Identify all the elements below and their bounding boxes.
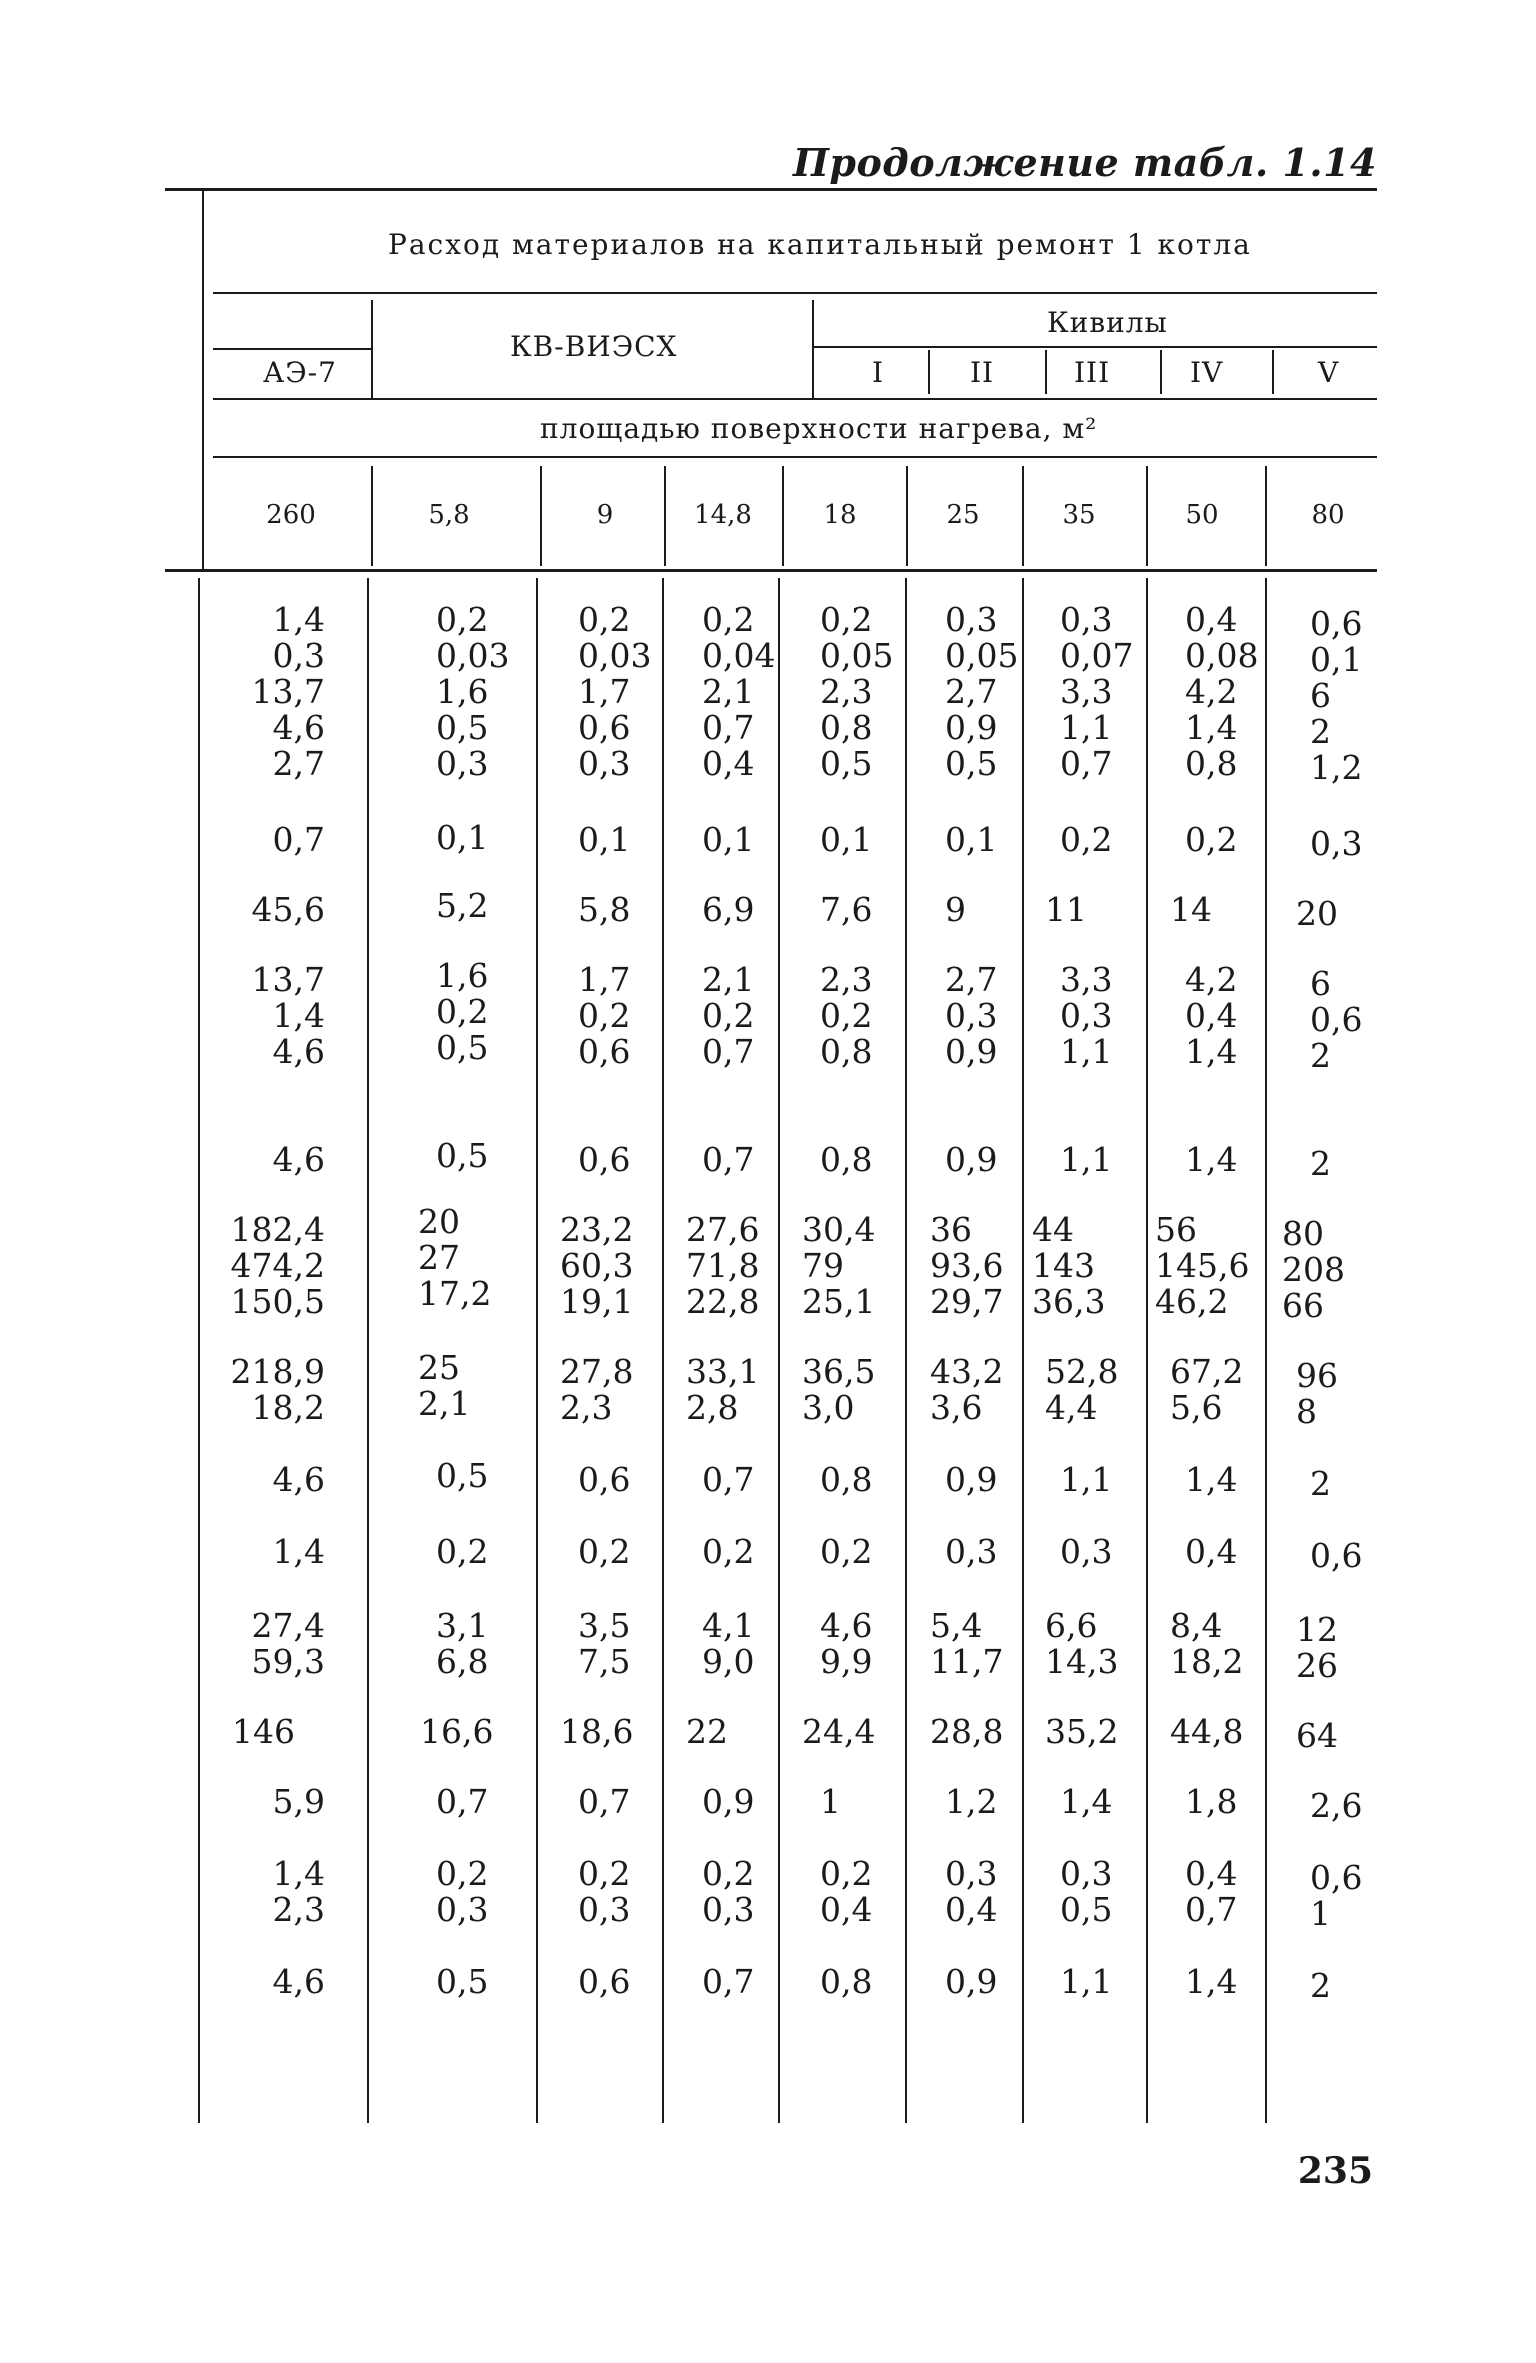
cell-group: 0,4 0,7 (1185, 1854, 1238, 1929)
cell-group: 5,8 (578, 890, 631, 929)
cell-group: 36,5 3,0 (802, 1352, 876, 1427)
cell-group: 33,1 2,8 (686, 1352, 760, 1427)
cell-group: 35,2 (1045, 1712, 1119, 1751)
cell-group: 0,2 0,3 (578, 1854, 631, 1929)
cell-group: 24,4 (802, 1712, 876, 1751)
cell-group: 4,6 9,9 (820, 1606, 873, 1681)
kivily-type-3: III (1074, 356, 1111, 389)
area-value: 25 (946, 500, 980, 530)
cell-group: 0,5 (436, 1962, 489, 2001)
cell-group: 1,4 (272, 1532, 325, 1571)
cell-group: 44,8 (1170, 1712, 1244, 1751)
area-sep (782, 466, 784, 566)
kivily-subrule (812, 346, 1377, 348)
cell-group: 44 143 36,3 (1032, 1210, 1106, 1321)
cell-group: 0,3 (945, 1532, 998, 1571)
cell-group: 1,4 (1185, 1140, 1238, 1179)
cell-group: 0,3 0,4 (945, 1854, 998, 1929)
cell-group: 64 (1296, 1716, 1338, 1755)
cell-group: 1,1 (1060, 1140, 1113, 1179)
cell-group: 0,3 (1060, 1532, 1113, 1571)
cell-group: 0,7 (702, 1460, 755, 1499)
cell-group: 2,7 0,3 0,9 (945, 960, 998, 1071)
cell-group: 0,7 (702, 1962, 755, 2001)
cell-group: 6,9 (702, 890, 755, 929)
area-value: 18 (823, 500, 857, 530)
cell-group: 20 (1296, 894, 1338, 933)
area-sep (1022, 466, 1024, 566)
header-kv-viesh: КВ-ВИЭСХ (510, 330, 678, 363)
kivily-type-5: V (1318, 356, 1340, 389)
cell-group: 0,1 (945, 820, 998, 859)
cell-group: 0,8 (820, 1962, 873, 2001)
cell-group: 0,8 (820, 1140, 873, 1179)
area-value: 5,8 (428, 500, 470, 530)
body-col-sep (905, 578, 907, 2123)
cell-group: 0,7 (436, 1782, 489, 1821)
kv-divider (812, 300, 814, 398)
cell-group: 0,9 (945, 1460, 998, 1499)
cell-group: 0,7 (272, 820, 325, 859)
cell-group: 182,4 474,2 150,5 (230, 1210, 325, 1321)
area-label: площадью поверхности нагрева, м² (540, 412, 1098, 445)
cell-group: 30,4 79 25,1 (802, 1210, 876, 1321)
top-rule (165, 188, 1377, 191)
kivily-type-2: II (970, 356, 995, 389)
cell-group: 218,9 18,2 (230, 1352, 325, 1427)
cell-group: 1,4 (1060, 1782, 1113, 1821)
cell-group: 13,7 1,4 4,6 (251, 960, 325, 1071)
kivily-type-1: I (872, 356, 885, 389)
cell-group: 1,4 2,3 (272, 1854, 325, 1929)
cell-group: 0,2 0,4 (820, 1854, 873, 1929)
cell-group: 22 (686, 1712, 728, 1751)
cell-group: 0,6 (578, 1460, 631, 1499)
cell-group: 0,2 0,3 (702, 1854, 755, 1929)
header-left-border (202, 190, 204, 570)
ae7-divider (371, 300, 373, 398)
cell-group: 1,7 0,2 0,6 (578, 960, 631, 1071)
kivily-type-4: IV (1190, 356, 1224, 389)
cell-group: 0,4 0,08 4,2 1,4 0,8 (1185, 600, 1259, 783)
cell-group: 146 (232, 1712, 295, 1751)
ae7-subrule (213, 348, 371, 350)
cell-group: 0,5 (436, 1456, 489, 1495)
cell-group: 45,6 (251, 890, 325, 929)
cell-group: 0,2 0,03 1,6 0,5 0,3 (436, 600, 510, 783)
body-col-sep (1022, 578, 1024, 2123)
cell-group: 0,2 (436, 1532, 489, 1571)
area-label-rule (213, 456, 1377, 458)
cell-group: 28,8 (930, 1712, 1004, 1751)
cell-group: 96 8 (1296, 1356, 1338, 1431)
cell-group: 25 2,1 (418, 1348, 471, 1423)
cell-group: 67,2 5,6 (1170, 1352, 1244, 1427)
header-ae7: АЭ-7 (263, 356, 337, 389)
cell-group: 0,2 0,03 1,7 0,6 0,3 (578, 600, 652, 783)
cell-group: 0,3 (1310, 824, 1363, 863)
cell-group: 0,1 (820, 820, 873, 859)
body-col-sep (1265, 578, 1267, 2123)
area-value: 50 (1185, 500, 1219, 530)
cell-group: 16,6 (420, 1712, 494, 1751)
header-kivily: Кивилы (1047, 306, 1168, 339)
body-col-sep (367, 578, 369, 2123)
area-value: 260 (266, 500, 316, 530)
cell-group: 0,7 (702, 1140, 755, 1179)
cell-group: 4,6 (272, 1460, 325, 1499)
type-sep-2 (1045, 350, 1047, 394)
cell-group: 0,8 (820, 1460, 873, 1499)
table-caption: Расход материалов на капитальный ремонт 1 котла (388, 228, 1252, 261)
cell-group: 5,9 (272, 1782, 325, 1821)
cell-group: 1,4 0,3 13,7 4,6 2,7 (251, 600, 325, 783)
cell-group: 2 (1310, 1464, 1331, 1503)
cell-group: 9 (945, 890, 966, 929)
cell-group: 52,8 4,4 (1045, 1352, 1119, 1427)
body-col-sep (536, 578, 538, 2123)
cell-group: 0,6 (578, 1962, 631, 2001)
running-title: Продолжение табл. 1.14 (792, 140, 1377, 185)
cell-group: 1,6 0,2 0,5 (436, 956, 489, 1067)
cell-group: 14 (1170, 890, 1212, 929)
cell-group: 0,6 0,1 6 2 1,2 (1310, 604, 1363, 787)
cell-group: 0,6 (1310, 1536, 1363, 1575)
cell-group: 6,6 14,3 (1045, 1606, 1119, 1681)
cell-group: 0,2 0,05 2,3 0,8 0,5 (820, 600, 894, 783)
area-value: 9 (596, 500, 614, 530)
cell-group: 18,6 (560, 1712, 634, 1751)
cell-group: 0,4 (1185, 1532, 1238, 1571)
cell-group: 6 0,6 2 (1310, 964, 1363, 1075)
cell-group: 0,9 (945, 1140, 998, 1179)
cell-group: 0,6 (578, 1140, 631, 1179)
type-sep-1 (928, 350, 930, 394)
body-col-sep (662, 578, 664, 2123)
type-sep-4 (1272, 350, 1274, 394)
page-number: 235 (1297, 2150, 1373, 2192)
cell-group: 2 (1310, 1144, 1331, 1183)
cell-group: 0,9 (945, 1962, 998, 2001)
cell-group: 3,1 6,8 (436, 1606, 489, 1681)
cell-group: 0,5 (436, 1136, 489, 1175)
area-value: 80 (1311, 500, 1345, 530)
cell-group: 0,3 0,07 3,3 1,1 0,7 (1060, 600, 1134, 783)
cell-group: 0,2 (820, 1532, 873, 1571)
cell-group: 27,4 59,3 (251, 1606, 325, 1681)
cell-group: 1 (820, 1782, 841, 1821)
cell-group: 1,8 (1185, 1782, 1238, 1821)
area-sep (1146, 466, 1148, 566)
cell-group: 1,1 (1060, 1460, 1113, 1499)
cell-group: 0,1 (436, 818, 489, 857)
cell-group: 36 93,6 29,7 (930, 1210, 1004, 1321)
cell-group: 56 145,6 46,2 (1155, 1210, 1250, 1321)
cell-group: 27,6 71,8 22,8 (686, 1210, 760, 1321)
area-value: 14,8 (694, 500, 752, 530)
cell-group: 23,2 60,3 19,1 (560, 1210, 634, 1321)
types-rule (213, 398, 1377, 400)
cell-group: 0,3 0,05 2,7 0,9 0,5 (945, 600, 1019, 783)
type-sep-3 (1160, 350, 1162, 394)
cell-group: 4,2 0,4 1,4 (1185, 960, 1238, 1071)
area-value: 35 (1062, 500, 1096, 530)
cell-group: 43,2 3,6 (930, 1352, 1004, 1427)
cell-group: 0,7 (578, 1782, 631, 1821)
cell-group: 3,3 0,3 1,1 (1060, 960, 1113, 1071)
area-sep (664, 466, 666, 566)
cell-group: 1,1 (1060, 1962, 1113, 2001)
cell-group: 11 (1045, 890, 1087, 929)
cell-group: 7,6 (820, 890, 873, 929)
caption-rule (213, 292, 1377, 294)
cell-group: 0,3 0,5 (1060, 1854, 1113, 1929)
area-sep (371, 466, 373, 566)
cell-group: 4,1 9,0 (702, 1606, 755, 1681)
cell-group: 0,2 0,3 (436, 1854, 489, 1929)
body-col-sep (1146, 578, 1148, 2123)
cell-group: 4,6 (272, 1962, 325, 2001)
area-sep (1265, 466, 1267, 566)
cell-group: 5,2 (436, 886, 489, 925)
cell-group: 1,4 (1185, 1460, 1238, 1499)
cell-group: 0,2 (1060, 820, 1113, 859)
cell-group: 2 (1310, 1966, 1331, 2005)
cell-group: 5,4 11,7 (930, 1606, 1004, 1681)
cell-group: 0,2 (578, 1532, 631, 1571)
cell-group: 8,4 18,2 (1170, 1606, 1244, 1681)
cell-group: 0,2 (1185, 820, 1238, 859)
cell-group: 0,1 (702, 820, 755, 859)
cell-group: 2,1 0,2 0,7 (702, 960, 755, 1071)
cell-group: 1,4 (1185, 1962, 1238, 2001)
cell-group: 0,2 0,04 2,1 0,7 0,4 (702, 600, 776, 783)
cell-group: 80 208 66 (1282, 1214, 1345, 1325)
body-left-border (198, 578, 200, 2123)
area-sep (906, 466, 908, 566)
body-col-sep (778, 578, 780, 2123)
body-top-rule (165, 569, 1377, 572)
cell-group: 0,2 (702, 1532, 755, 1571)
cell-group: 1,2 (945, 1782, 998, 1821)
cell-group: 2,3 0,2 0,8 (820, 960, 873, 1071)
cell-group: 3,5 7,5 (578, 1606, 631, 1681)
cell-group: 0,1 (578, 820, 631, 859)
area-sep (540, 466, 542, 566)
cell-group: 27,8 2,3 (560, 1352, 634, 1427)
cell-group: 20 27 17,2 (418, 1202, 492, 1313)
cell-group: 4,6 (272, 1140, 325, 1179)
cell-group: 12 26 (1296, 1610, 1338, 1685)
cell-group: 2,6 (1310, 1786, 1363, 1825)
cell-group: 0,6 1 (1310, 1858, 1363, 1933)
cell-group: 0,9 (702, 1782, 755, 1821)
